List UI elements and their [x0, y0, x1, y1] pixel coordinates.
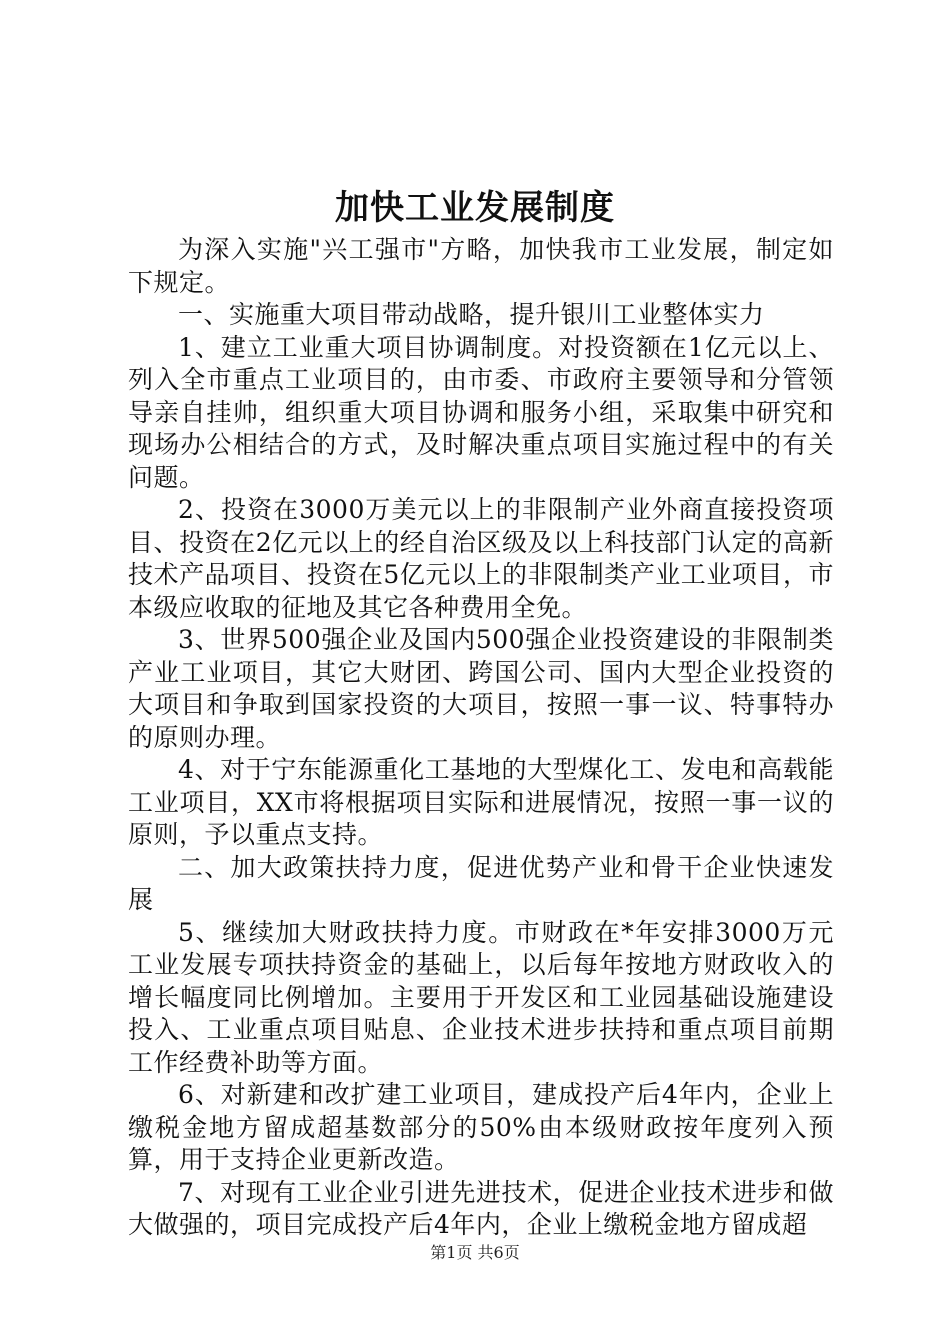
paragraph-intro: 为深入实施"兴工强市"方略，加快我市工业发展，制定如下规定。: [128, 235, 834, 297]
paragraph-item-3: 3、世界500强企业及国内500强企业投资建设的非限制类产业工业项目，其它大财团、跨国公司、国内大型企业投资的大项目和争取到国家投资的大项目，按照一事一议、特事特办的原则办理。: [128, 625, 834, 752]
paragraph-item-2: 2、投资在3000万美元以上的非限制产业外商直接投资项目、投资在2亿元以上的经自治区级及以上科技部门认定的高新技术产品项目、投资在5亿元以上的非限制类产业工业项目，市本级应收取的征地及其它各种费用全免。: [128, 495, 834, 622]
page-footer: 第1页 共6页: [430, 1243, 520, 1262]
section-heading-1: 一、实施重大项目带动战略，提升银川工业整体实力: [178, 300, 765, 329]
document-body: [128, 234, 834, 1242]
section-heading-2: 二、加大政策扶持力度，促进优势产业和骨干企业快速发展: [128, 852, 834, 914]
paragraph-item-4: 4、对于宁东能源重化工基地的大型煤化工、发电和高载能工业项目，XX市将根据项目实际和进展情况，按照一事一议的原则，予以重点支持。: [128, 755, 834, 849]
paragraph-item-5: 5、继续加大财政扶持力度。市财政在*年安排3000万元工业发展专项扶持资金的基础上，以后每年按地方财政收入的增长幅度同比例增加。主要用于开发区和工业园基础设施建设投入、工业重点项目贴息、企业技术进步扶持和重点项目前期工作经费补助等方面。: [128, 917, 834, 1077]
paragraph-item-7: 7、对现有工业企业引进先进技术，促进企业技术进步和做大做强的，项目完成投产后4年内，企业上缴税金地方留成超: [128, 1177, 834, 1239]
document-title: 加快工业发展制度: [335, 188, 615, 228]
paragraph-item-1: 1、建立工业重大项目协调制度。对投资额在1亿元以上、列入全市重点工业项目的，由市委、市政府主要领导和分管领导亲自挂帅，组织重大项目协调和服务小组，采取集中研究和现场办公相结合的方式，及时解决重点项目实施过程中的有关问题。: [128, 332, 834, 492]
paragraph-item-6: 6、对新建和改扩建工业项目，建成投产后4年内，企业上缴税金地方留成超基数部分的50%由本级财政按年度列入预算，用于支持企业更新改造。: [128, 1080, 834, 1174]
